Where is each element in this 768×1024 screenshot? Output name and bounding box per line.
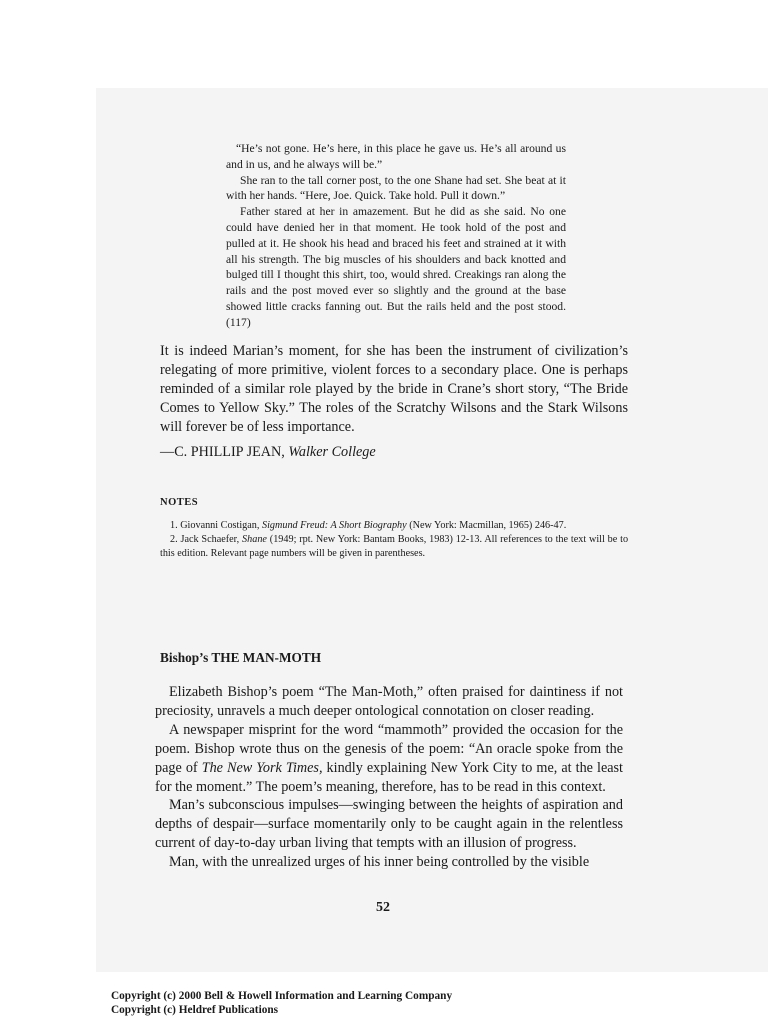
note-text: Giovanni Costigan, <box>180 520 260 531</box>
notes-heading: NOTES <box>160 497 199 508</box>
notes-list <box>160 519 628 560</box>
note-text: (New York: Macmillan, 1965) 246-47. <box>409 520 567 531</box>
note-text: Jack Schaefer, <box>180 533 240 545</box>
section-title-text: THE MAN-MOTH <box>211 650 322 665</box>
copyright-line: Copyright (c) 2000 Bell & Howell Information and Learning Company <box>111 990 453 1002</box>
body-paragraph <box>155 721 623 797</box>
body-paragraph: Man’s subconscious impulses—swinging between the heights of aspiration and depths of despair—surface momentarily only to be caught again in the relentless current of day-to-day urban living that tempts with an illusion of progress. <box>155 797 623 852</box>
body-italic-text: The New York Times, <box>201 759 323 776</box>
body-text: A newspaper misprint for the word “mammoth” provided the occasion for the poem. Bishop wrote thus on the genesis of the poem: “An oracle spoke from the page of <box>155 721 623 776</box>
quote-paragraph: “He’s not gone. He’s here, in this place he gave us. He’s all around us and in us, and he always will be.” <box>226 142 566 171</box>
quote-paragraph: She ran to the tall corner post, to the one Shane had set. She beat at it with her hands. “Here, Joe. Quick. Take hold. Pull it down.” <box>226 173 566 203</box>
note-title: Sigmund Freud: A Short Biography <box>261 520 407 531</box>
note-text: (1949; rpt. New York: Bantam Books, 1983) 12-13. All references to the text will be to this edition. Relevant page numbers will be given in parentheses. <box>160 533 629 559</box>
author-affiliation: Walker College <box>288 444 376 460</box>
body-paragraph: Elizabeth Bishop’s poem “The Man-Moth,” often praised for daintiness if not preciosity, unravels a much deeper ontological connotation on closer reading. <box>155 684 623 719</box>
copyright-footer <box>111 990 452 1017</box>
author-signature <box>160 443 376 461</box>
block-quote <box>226 141 566 331</box>
section-title <box>160 650 321 666</box>
section-title-prefix: Bishop’s <box>160 650 209 665</box>
article-body <box>155 683 623 872</box>
copyright-line: Copyright (c) Heldref Publications <box>111 1003 279 1016</box>
note-item <box>160 519 628 533</box>
author-name: —C. PHILLIP JEAN, <box>160 444 285 460</box>
page-number: 52 <box>376 900 390 915</box>
note-title: Shane <box>242 533 267 545</box>
body-text: kindly explaining New York City to me, at the least for the moment.” The poem’s meaning, therefore, has to be read in this context. <box>155 759 624 795</box>
note-number: 2. <box>170 533 178 545</box>
body-paragraph: Man, with the unrealized urges of his inner being controlled by the visible <box>169 854 590 871</box>
quote-paragraph: Father stared at her in amazement. But he did as she said. No one could have denied her in that moment. He took hold of the post and pulled at it. He shook his head and braced his feet and strained at it with all his strength. The big muscles of his shoulders and back knotted and bulged till I thought this shirt, too, would shred. Creakings ran along the rails and the post moved ever so slightly and the ground at the base showed little cracks fanning out. But the rails held and the post stood. (117) <box>226 205 566 329</box>
note-number: 1. <box>170 520 178 531</box>
note-item <box>160 533 628 561</box>
body-paragraph: It is indeed Marian’s moment, for she has been the instrument of civilization’s relegating of more primitive, violent forces to a secondary place. One is perhaps reminded of a similar role played by the bride in Crane’s short story, “The Bride Comes to Yellow Sky.” The roles of the Scratchy Wilsons and the Stark Wilsons will forever be of less importance. <box>160 343 628 435</box>
